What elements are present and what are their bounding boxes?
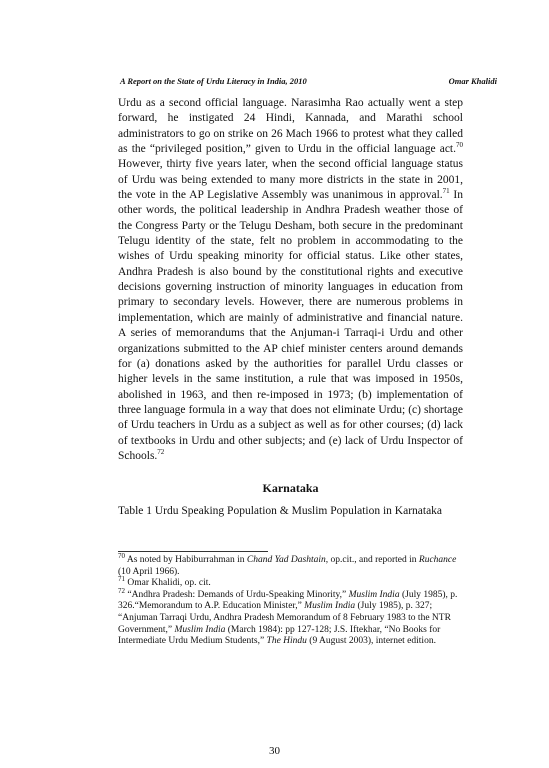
footnote-text: (9 August 2003), internet edition. [306, 636, 436, 647]
body-text-segment: Urdu as a second official language. Narasimha Rao actually went a step forward, he instigated 24 Hindi, Kannada, and Marathi school administrators to go on strike on 26 Mach 1966 to protest what they called as the “privileged position,” given to Urdu in the official language act. [118, 97, 463, 156]
footnote-text: (10 April 1966). [118, 566, 180, 577]
page-number: 30 [269, 745, 280, 757]
footnote-title: Muslim India [348, 589, 400, 600]
footnote-title: Chand Yad Dashtain, [246, 555, 329, 565]
footnote-71 [118, 575, 463, 590]
header-author: Omar Khalidi [448, 76, 497, 86]
footnote-text: op.cit., and reported in [328, 555, 419, 565]
footnote-text: (March 1984): pp 127-128; J.S. Iftekhar, “No Books for Intermediate Urdu Medium Students,” [118, 624, 441, 647]
footnote-text: Omar Khalidi, op. cit. [125, 578, 211, 589]
running-header [120, 76, 497, 86]
footnote-title: Muslim India [174, 624, 226, 635]
footnote-text: (July 1985), p. 326.“Memorandum to A.P. Education Minister,” [118, 589, 458, 612]
footnote-text: As noted by Habiburrahman in [125, 555, 247, 565]
body-text-segment: However, thirty five years later, when the second official language status of Urdu was being extended to many more districts in the state in 2001, the vote in the AP Legislative Assembly was unanimous in approval. [118, 158, 463, 202]
footnote-title: Muslim India [304, 601, 356, 612]
footnote-ref-71[interactable]: 71 [442, 187, 450, 196]
footnotes [118, 551, 463, 648]
footnote-number: 71 [118, 575, 125, 584]
table-caption: Table 1 Urdu Speaking Population & Muslim Population in Karnataka [118, 505, 443, 517]
footnote-text: (July 1985), p. 327; “Anjuman Tarraqi Urdu, Andhra Pradesh Memorandum of 8 February 1983 to the NTR Government,” [118, 601, 451, 635]
footnote-number: 70 [118, 551, 125, 560]
footnote-title: The Hindu [266, 636, 307, 647]
footnote-70 [118, 551, 463, 578]
footnote-divider [118, 551, 268, 552]
footnote-title: Ruchance [418, 555, 457, 565]
body-paragraph [118, 96, 463, 464]
header-title: A Report on the State of Urdu Literacy in India, 2010 [120, 76, 307, 86]
footnote-number: 72 [118, 586, 125, 595]
footnote-ref-72[interactable]: 72 [157, 448, 165, 457]
section-heading: Karnataka [262, 481, 319, 495]
footnote-ref-70[interactable]: 70 [456, 141, 463, 150]
footnote-text: “Andhra Pradesh: Demands of Urdu-Speaking Minority,” [125, 589, 349, 600]
body-text-segment: In other words, the political leadership in Andhra Pradesh weather those of the Congress Party or the Telugu Desham, both secure in the predominant Telugu identity of the state, felt no problem in accommodating to the wishes of Urdu speaking minority for official status. Like other states, Andhra Pradesh is also bound by the constitutional rights and executive decisions governing instruction of minority languages in education from primary to secondary levels. However, there are numerous problems in implementation, which are mainly of administrative and financial nature. A series of memorandums that the Anjuman-i Tarraqi-i Urdu and other organizations submitted to the AP chief minister centers around demands for (a) donations asked by the authorities for parallel Urdu classes or higher levels in the same institution, a rule that was imposed in 1950s, abolished in 1963, and then re-imposed in 1973; (b) implementation of three language formula in a way that does not eliminate Urdu; (c) shortage of Urdu teachers in Urdu as a subject as well as for other courses; (d) lack of textbooks in Urdu and other subjects; and (e) lack of Urdu Inspector of Schools. [118, 189, 463, 462]
footnote-72 [118, 586, 463, 648]
